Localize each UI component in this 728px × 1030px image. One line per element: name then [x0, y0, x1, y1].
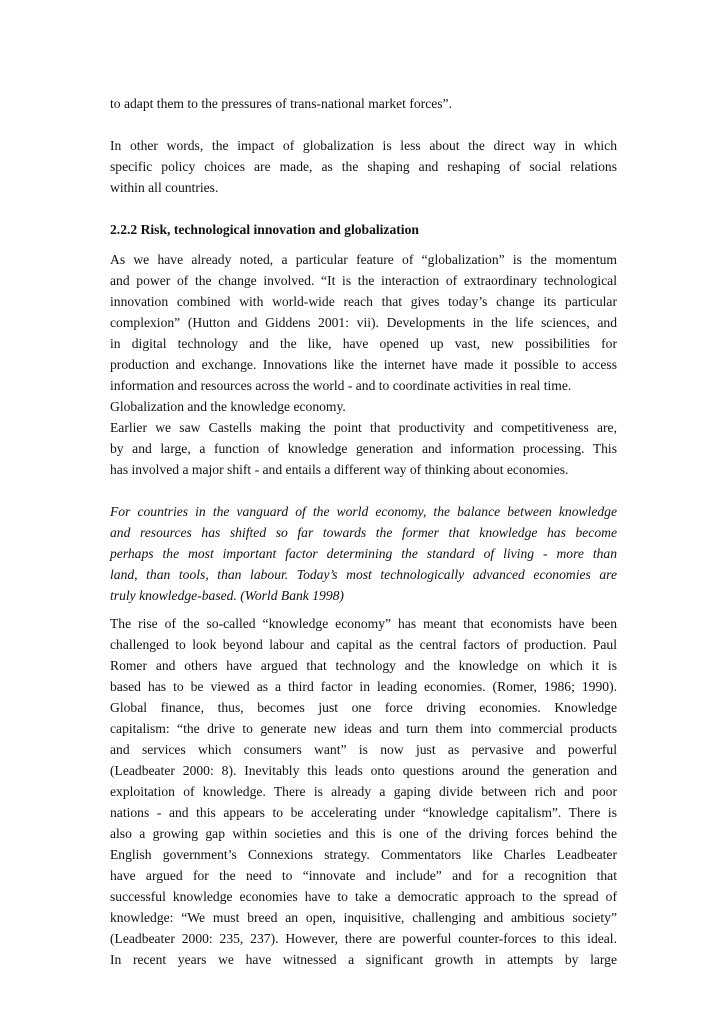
text-line: As we have already noted, a particular feature of “globalization” is the momentum [110, 252, 617, 267]
paragraph-other-words [110, 135, 617, 198]
text-line: has involved a major shift - and entails a different way of thinking about economies. [110, 462, 569, 477]
text-line: nations - and this appears to be accelerating under “knowledge capitalism”. There is [110, 805, 617, 820]
quote-line: For countries in the vanguard of the world economy, the balance between knowledge [110, 504, 617, 519]
paragraph-castells [110, 417, 617, 480]
quote-line: and resources has shifted so far towards the former that knowledge has become [110, 525, 617, 540]
text-line: have argued for the need to “innovate and include” and for a recognition that [110, 868, 617, 883]
text-line: successful knowledge economies have to take a democratic approach to the spread of [110, 889, 617, 904]
text-line: and services which consumers want” is now just as pervasive and powerful [110, 742, 617, 757]
block-quote-world-bank [110, 501, 617, 606]
text-line: specific policy choices are made, as the shaping and reshaping of social relations [110, 159, 617, 174]
quote-line: land, than tools, than labour. Today’s most technologically advanced economies are [110, 567, 617, 582]
paragraph-knowledge-economy [110, 613, 617, 970]
text-line: In recent years we have witnessed a significant growth in attempts by large [110, 952, 617, 967]
text-line: (Leadbeater 2000: 235, 237). However, there are powerful counter-forces to this ideal. [110, 931, 617, 946]
section-heading [110, 219, 617, 240]
text-line: Globalization and the knowledge economy. [110, 399, 346, 414]
text-line: also a growing gap within societies and this is one of the driving forces behind the [110, 826, 617, 841]
text-line: In other words, the impact of globalization is less about the direct way in which [110, 138, 617, 153]
text-line: English government’s Connexions strategy. Commentators like Charles Leadbeater [110, 847, 617, 862]
text-line: challenged to look beyond labour and capital as the central factors of production. Paul [110, 637, 617, 652]
text-line: based has to be viewed as a third factor in leading economies. (Romer, 1986; 1990). [110, 679, 617, 694]
quote-line: perhaps the most important factor determining the standard of living - more than [110, 546, 617, 561]
text-line: and power of the change involved. “It is the interaction of extraordinary technological [110, 273, 617, 288]
text-line: to adapt them to the pressures of trans-national market forces”. [110, 96, 452, 111]
text-line: Romer and others have argued that technology and the knowledge on which it is [110, 658, 617, 673]
text-line: information and resources across the world - and to coordinate activities in real time. [110, 378, 572, 393]
text-line: (Leadbeater 2000: 8). Inevitably this leads onto questions around the generation and [110, 763, 617, 778]
text-line: production and exchange. Innovations like the internet have made it possible to access [110, 357, 617, 372]
text-line: Earlier we saw Castells making the point that productivity and competitiveness are, [110, 420, 617, 435]
paragraph-risk [110, 249, 617, 417]
text-line: exploitation of knowledge. There is already a gaping divide between rich and poor [110, 784, 617, 799]
text-line: capitalism: “the drive to generate new ideas and turn them into commercial products [110, 721, 617, 736]
text-line: in digital technology and the like, have opened up vast, new possibilities for [110, 336, 617, 351]
heading-text: 2.2.2 Risk, technological innovation and globalization [110, 222, 419, 237]
text-line: complexion” (Hutton and Giddens 2001: vii). Developments in the life sciences, and [110, 315, 617, 330]
text-line: within all countries. [110, 180, 219, 195]
text-line: by and large, a function of knowledge generation and information processing. This [110, 441, 617, 456]
quote-line: truly knowledge-based. (World Bank 1998) [110, 588, 344, 603]
text-line: knowledge: “We must breed an open, inquisitive, challenging and ambitious society” [110, 910, 617, 925]
text-line: The rise of the so-called “knowledge economy” has meant that economists have been [110, 616, 617, 631]
text-line: innovation combined with world-wide reach that gives today’s change its particular [110, 294, 617, 309]
paragraph-intro [110, 93, 617, 114]
text-line: Global finance, thus, becomes just one force driving economies. Knowledge [110, 700, 617, 715]
